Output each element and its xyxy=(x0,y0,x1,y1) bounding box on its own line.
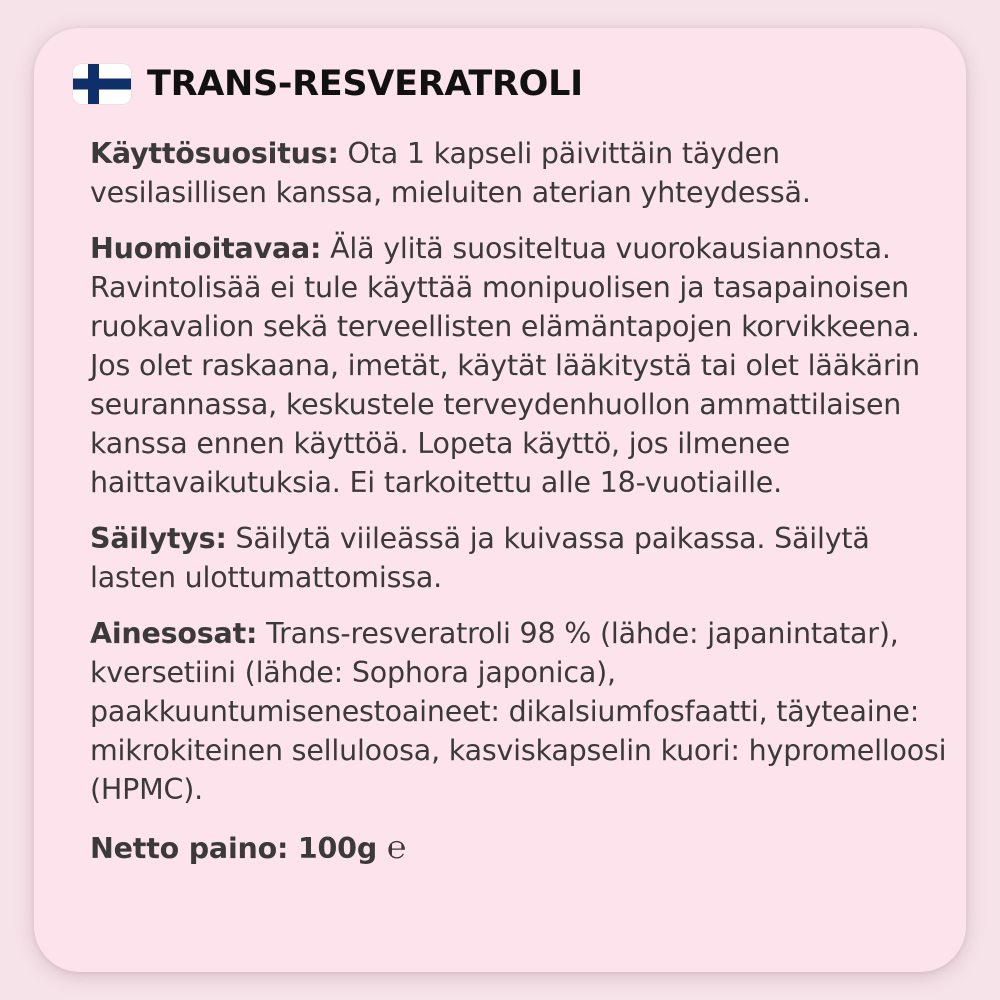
ingredients-section xyxy=(90,614,950,809)
card-header xyxy=(73,64,583,104)
ingredients-text: Trans-resveratroli 98 % (lähde: japanintatar), kversetiini (lähde: Sophora japonica), paakkuuntumisenestoaineet: dikalsiumfosfaatti, täyteaine: mikrokiteinen selluloosa, kasviskapselin kuori: hypromelloosi (HPMC). xyxy=(90,617,947,806)
storage-section xyxy=(90,519,950,597)
net-weight-text: Netto paino: 100g xyxy=(90,832,378,865)
estimated-sign-icon: ℮ xyxy=(387,827,407,866)
info-card xyxy=(34,28,966,972)
storage-label: Säilytys: xyxy=(90,522,227,555)
usage-label: Käyttösuositus: xyxy=(90,137,339,170)
card-content xyxy=(90,134,950,868)
net-weight xyxy=(90,829,950,868)
warnings-section xyxy=(90,229,950,502)
finland-flag-icon xyxy=(73,64,131,104)
ingredients-label: Ainesosat: xyxy=(90,617,258,650)
usage-text: Ota 1 kapseli päivittäin täyden vesilasillisen kanssa, mieluiten aterian yhteydessä. xyxy=(90,137,811,209)
usage-section xyxy=(90,134,950,212)
product-title: TRANS-RESVERATROLI xyxy=(147,63,583,104)
warnings-label: Huomioitavaa: xyxy=(90,232,322,265)
warnings-text: Älä ylitä suositeltua vuorokausiannosta. Ravintolisää ei tule käyttää monipuolisen ja tasapainoisen ruokavalion sekä terveellisten elämäntapojen korvikkeena. Jos olet raskaana, imetät, käytät lääkitystä tai olet lääkärin seurannassa, keskustele terveydenhuollon ammattilaisen kanssa ennen käyttöä. Lopeta käyttö, jos ilmenee haittavaikutuksia. Ei tarkoitettu alle 18-vuotiaille. xyxy=(90,232,921,499)
storage-text: Säilytä viileässä ja kuivassa paikassa. Säilytä lasten ulottumattomissa. xyxy=(90,522,870,594)
